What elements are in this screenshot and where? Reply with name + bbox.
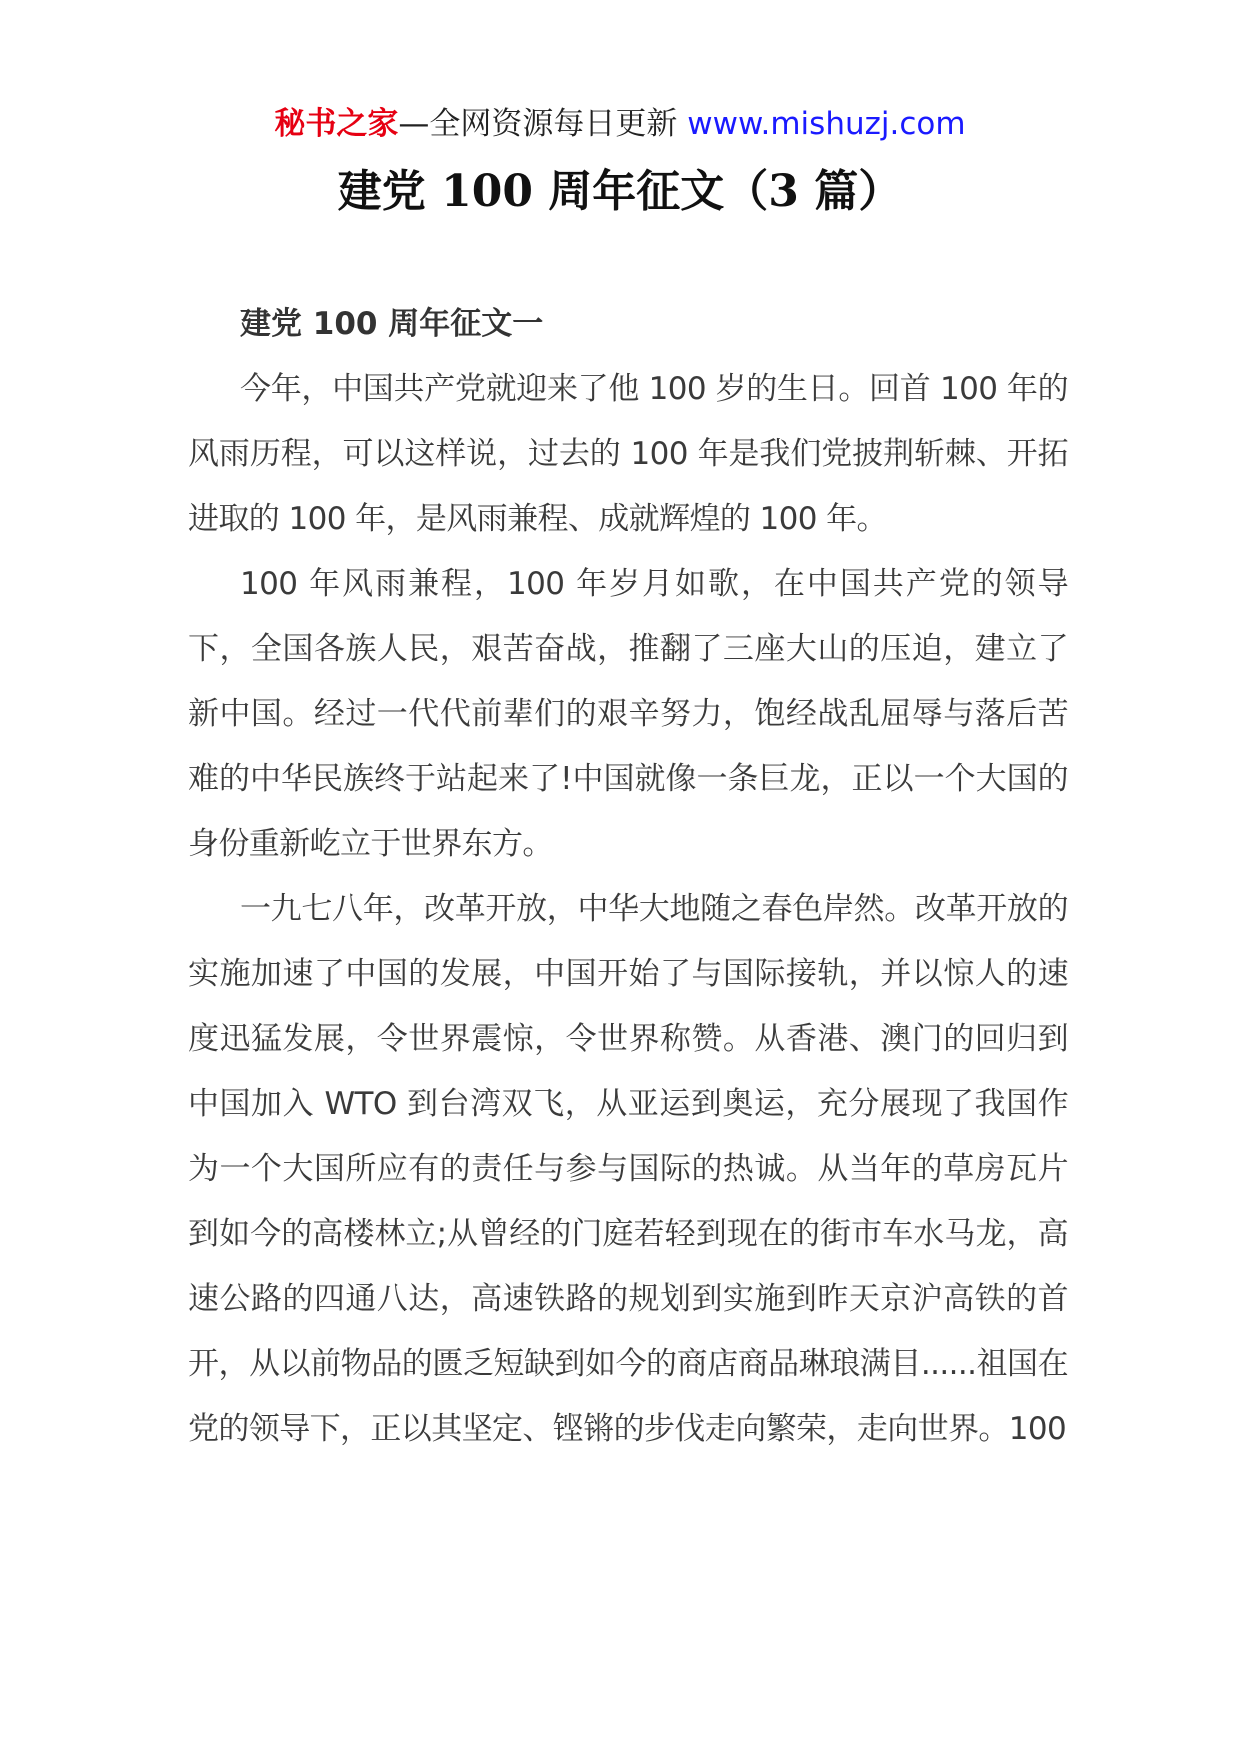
site-header xyxy=(0,100,1240,148)
site-brand: 秘书之家 xyxy=(274,106,399,142)
paragraph-1: 今年，中国共产党就迎来了他 100 岁的生日。回首 100 年的风雨历程，可以这样说，过去的 100 年是我们党披荆斩棘、开拓进取的 100 年，是风雨兼程、成就辉煌的 100 年。 xyxy=(188,371,1068,537)
paragraph-3: 一九七八年，改革开放，中华大地随之春色岸然。改革开放的实施加速了中国的发展，中国开始了与国际接轨，并以惊人的速度迅猛发展，令世界震惊，令世界称赞。从香港、澳门的回归到中国加入 WTO 到台湾双飞，从亚运到奥运，充分展现了我国作为一个大国所应有的责任与参与国际的热诚。从当年的草房瓦片到如今的高楼林立;从曾经的门庭若轻到现在的街市车水马龙，高速公路的四通八达，高速铁路的规划到实施到昨天京沪高铁的首开，从以前物品的匮乏短缺到如今的商店商品琳琅满目......祖国在党的领导下，正以其坚定、铿锵的步伐走向繁荣，走向世界。100 xyxy=(188,891,1068,1447)
document-title: 建党 100 周年征文（3 篇） xyxy=(337,166,903,217)
site-tagline: —全网资源每日更新 xyxy=(398,106,678,142)
document-body xyxy=(188,292,1068,1462)
section-heading: 建党 100 周年征文一 xyxy=(240,306,544,342)
site-url-link[interactable]: www.mishuzj.com xyxy=(687,106,966,142)
paragraph-2: 100 年风雨兼程，100 年岁月如歌，在中国共产党的领导下，全国各族人民，艰苦奋战，推翻了三座大山的压迫，建立了新中国。经过一代代前辈们的艰辛努力，饱经战乱屈辱与落后苦难的中华民族终于站起来了!中国就像一条巨龙，正以一个大国的身份重新屹立于世界东方。 xyxy=(188,566,1068,862)
